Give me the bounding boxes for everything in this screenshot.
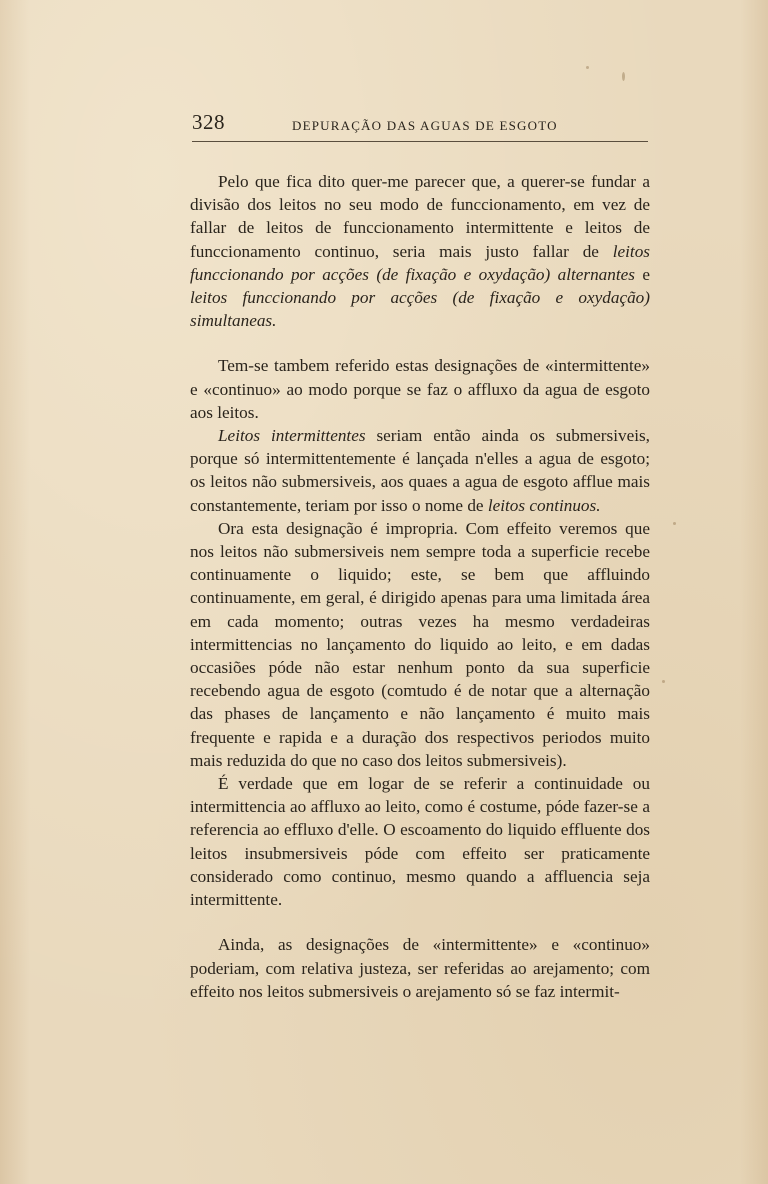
ink-speck	[673, 522, 676, 525]
text-segment: Pelo que fica dito quer-me parecer que, a querer-se fundar a divisão dos leitos no seu modo de funccionamento, em vez de fallar de leitos de funccionamento intermittente e leitos de funccionamento continuo, seria mais justo fallar de	[190, 172, 650, 261]
ink-speck	[622, 72, 625, 81]
paragraph-2	[190, 354, 650, 424]
text-segment: Ora esta designação é impropria. Com effeito veremos que nos leitos não submersiveis nem sempre toda a superficie recebe continuamente o liquido; este, se bem que affluindo continuamente, em geral, é dirigido apenas para uma limitada área em cada momento; outras vezes ha mesmo verdadeiras intermittencias no lançamento do liquido ao leito, e em dadas occasiões póde não estar nenhum ponto da sua superficie recebendo agua de esgoto (comtudo é de notar que a alternação das phases de lançamento e não lançamento é muito mais frequente e rapida e a duração dos respectivos periodos muito mais reduzida do que no caso dos leitos submersiveis).	[190, 518, 650, 770]
italic-segment: Leitos intermittentes	[218, 426, 366, 446]
paragraph-3	[190, 424, 650, 517]
italic-segment: leitos continuos.	[487, 495, 601, 515]
text-segment: Tem-se tambem referido estas designações de «intermittente» e «continuo» ao modo porque se faz o affluxo da agua de esgoto aos leitos.	[190, 356, 650, 422]
text-segment: e	[634, 264, 650, 284]
paragraph-6	[190, 933, 650, 1003]
text-segment: É verdade que em logar de se referir a continuidade ou intermittencia ao affluxo ao leito, como é costume, póde fazer-se a referencia ao effluxo d'elle. O escoamento do liquido effluente dos leitos insubmersiveis póde com effeito ser praticamente considerado como continuo, mesmo quando a affluencia seja intermittente.	[190, 774, 650, 910]
page-header	[192, 110, 648, 140]
paragraph-1	[190, 170, 650, 332]
ink-speck	[662, 680, 665, 683]
text-segment: Ainda, as designações de «intermittente» e «continuo» poderiam, com relativa justeza, ser referidas ao arejamento; com effeito nos leitos submersiveis o arejamento só se faz intermit-	[190, 935, 650, 1001]
page-number: 328	[192, 110, 225, 134]
ink-speck	[586, 66, 589, 69]
running-title: DEPURAÇÃO DAS AGUAS DE ESGOTO	[292, 118, 558, 133]
paragraph-4	[190, 517, 650, 772]
body-text	[190, 170, 650, 1003]
italic-segment: leitos funccionando por acções (de fixação e oxydação) simultaneas.	[190, 288, 650, 331]
italic-segment: leitos funccionando por acções (de fixação e oxydação) alternantes	[190, 241, 650, 284]
paragraph-5	[190, 772, 650, 911]
text-segment: seriam então ainda os submersiveis, porque só intermittentemente é lançada n'elles a agua de esgoto; os leitos não submersiveis, aos quaes a agua de esgoto afflue mais constantemente, teriam por isso o nome de	[190, 426, 650, 515]
header-rule	[192, 141, 648, 142]
